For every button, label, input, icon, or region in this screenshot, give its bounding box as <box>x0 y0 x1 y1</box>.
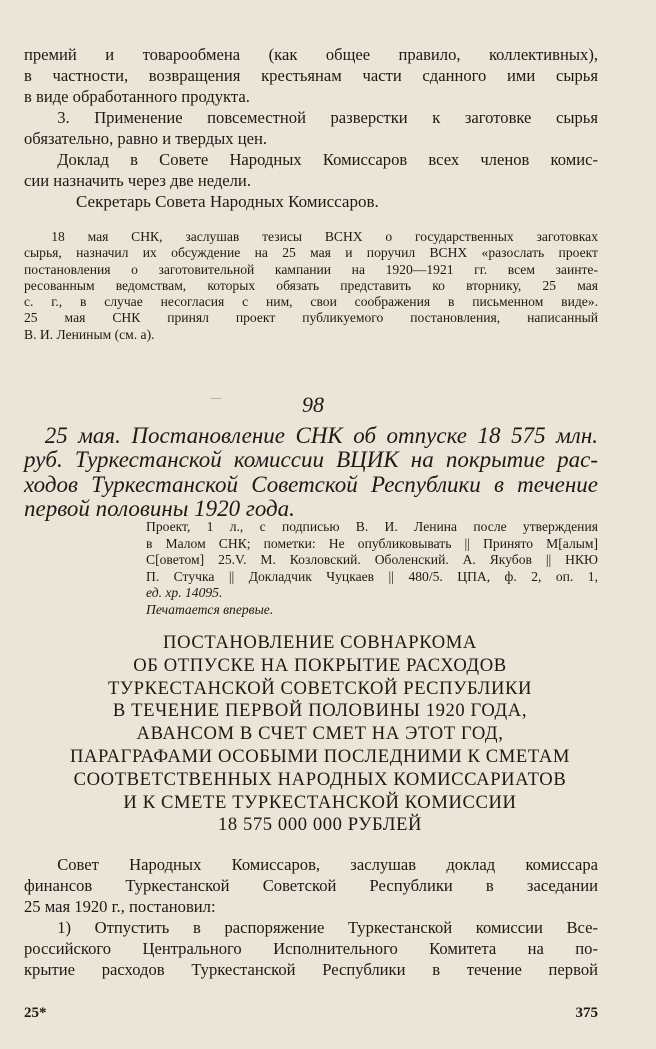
text-line: сии назначить через две недели. <box>24 171 251 190</box>
text-line: 1) Отпустить в распоряжение Туркестанской комиссии Все- <box>57 918 598 937</box>
signature-mark: 25* <box>24 1005 47 1021</box>
title-line: 25 мая. Постановление СНК об отпуске 18 575 млн. <box>44 423 598 448</box>
meta-line: П. Стучка || Докладчик Чуцкаев || 480/5. ЦПА, ф. 2, оп. 1, <box>146 568 598 584</box>
note-line: 18 мая СНК, заслушав тезисы ВСНХ о государственных заготовках <box>51 229 598 244</box>
heading-line: СООТВЕТСТВЕННЫХ НАРОДНЫХ КОМИССАРИАТОВ <box>73 768 567 790</box>
text-line: 25 мая 1920 г., постановил: <box>24 897 216 916</box>
meta-line: в Малом СНК; пометки: Не опубликовывать || Принято М[алым] <box>146 535 598 551</box>
note-line: В. И. Лениным (см. а). <box>24 326 155 342</box>
text-line: в виде обработанного продукта. <box>24 87 250 106</box>
document-title <box>24 424 598 522</box>
meta-line: ед. хр. 14095. <box>146 585 223 601</box>
text-line: премий и товарообмена (как общее правило, коллективных), <box>24 45 598 64</box>
publication-note: Печатается впервые. <box>146 601 274 617</box>
text-line: крытие расходов Туркестанской Республики в течение первой <box>24 960 598 979</box>
editorial-note <box>24 229 598 343</box>
heading-line: ТУРКЕСТАНСКОЙ СОВЕТСКОЙ РЕСПУБЛИКИ <box>107 677 533 699</box>
resolution-body <box>24 854 598 980</box>
title-line: первой половины 1920 года. <box>24 496 295 522</box>
page-number: 375 <box>575 1005 598 1021</box>
heading-line: АВАНСОМ В СЧЕТ СМЕТ НА ЭТОТ ГОД, <box>136 723 504 745</box>
resolution-heading <box>0 632 640 837</box>
heading-line: В ТЕЧЕНИЕ ПЕРВОЙ ПОЛОВИНЫ 1920 ГОДА, <box>112 700 528 722</box>
secretary-signature: Секретарь Совета Народных Комиссаров. <box>76 192 379 211</box>
document-number: 98 <box>302 392 324 417</box>
archival-description <box>146 519 598 619</box>
heading-line: И К СМЕТЕ ТУРКЕСТАНСКОЙ КОМИССИИ <box>123 791 517 813</box>
text-line: Доклад в Совете Народных Комиссаров всех членов комис- <box>57 150 598 169</box>
note-line: 25 мая СНК принял проект публикуемого постановления, написанный <box>24 310 598 326</box>
meta-line: Проект, 1 л., с подписью В. И. Ленина после утверждения <box>146 519 598 534</box>
title-line: ходов Туркестанской Советской Республики в течение <box>24 471 598 497</box>
meta-line: С[оветом] 25.V. М. Козловский. Оболенский. А. Якубов || НКЮ <box>146 552 598 568</box>
note-line: ресованным ведомствам, которых обязать представить ко вторнику, 25 мая <box>24 277 598 293</box>
text-line: финансов Туркестанской Советской Республики в заседании <box>24 876 598 895</box>
heading-line: 18 575 000 000 РУБЛЕЙ <box>217 814 423 836</box>
title-line: руб. Туркестанской комиссии ВЦИК на покрытие рас- <box>24 447 598 473</box>
text-line: обязательно, равно и твердых цен. <box>24 129 267 148</box>
text-line: 3. Применение повсеместной разверстки к заготовке сырья <box>57 108 598 127</box>
heading-line: ПОСТАНОВЛЕНИЕ СОВНАРКОМА <box>163 632 477 653</box>
note-line: с. г., в случае несогласия с ним, свои соображения в письменном виде». <box>24 294 598 310</box>
note-line: сырья, назначил их обсуждение на 25 мая и поручил ВСНХ «разослать проект <box>24 245 598 261</box>
note-line: постановления о заготовительной кампании на 1920—1921 гг. всем заинте- <box>24 261 598 277</box>
heading-line: ПАРАГРАФАМИ ОСОБЫМИ ПОСЛЕДНИМИ К СМЕТАМ <box>69 745 571 767</box>
text-line: в частности, возвращения крестьянам части сданного ими сырья <box>24 66 598 85</box>
continued-resolution-text <box>24 44 598 191</box>
heading-line: ОБ ОТПУСКЕ НА ПОКРЫТИЕ РАСХОДОВ <box>133 654 507 676</box>
text-line: российского Центрального Исполнительного Комитета на по- <box>24 939 598 958</box>
page-footer <box>24 1005 598 1022</box>
text-line: Совет Народных Комиссаров, заслушав доклад комиссара <box>57 855 598 874</box>
